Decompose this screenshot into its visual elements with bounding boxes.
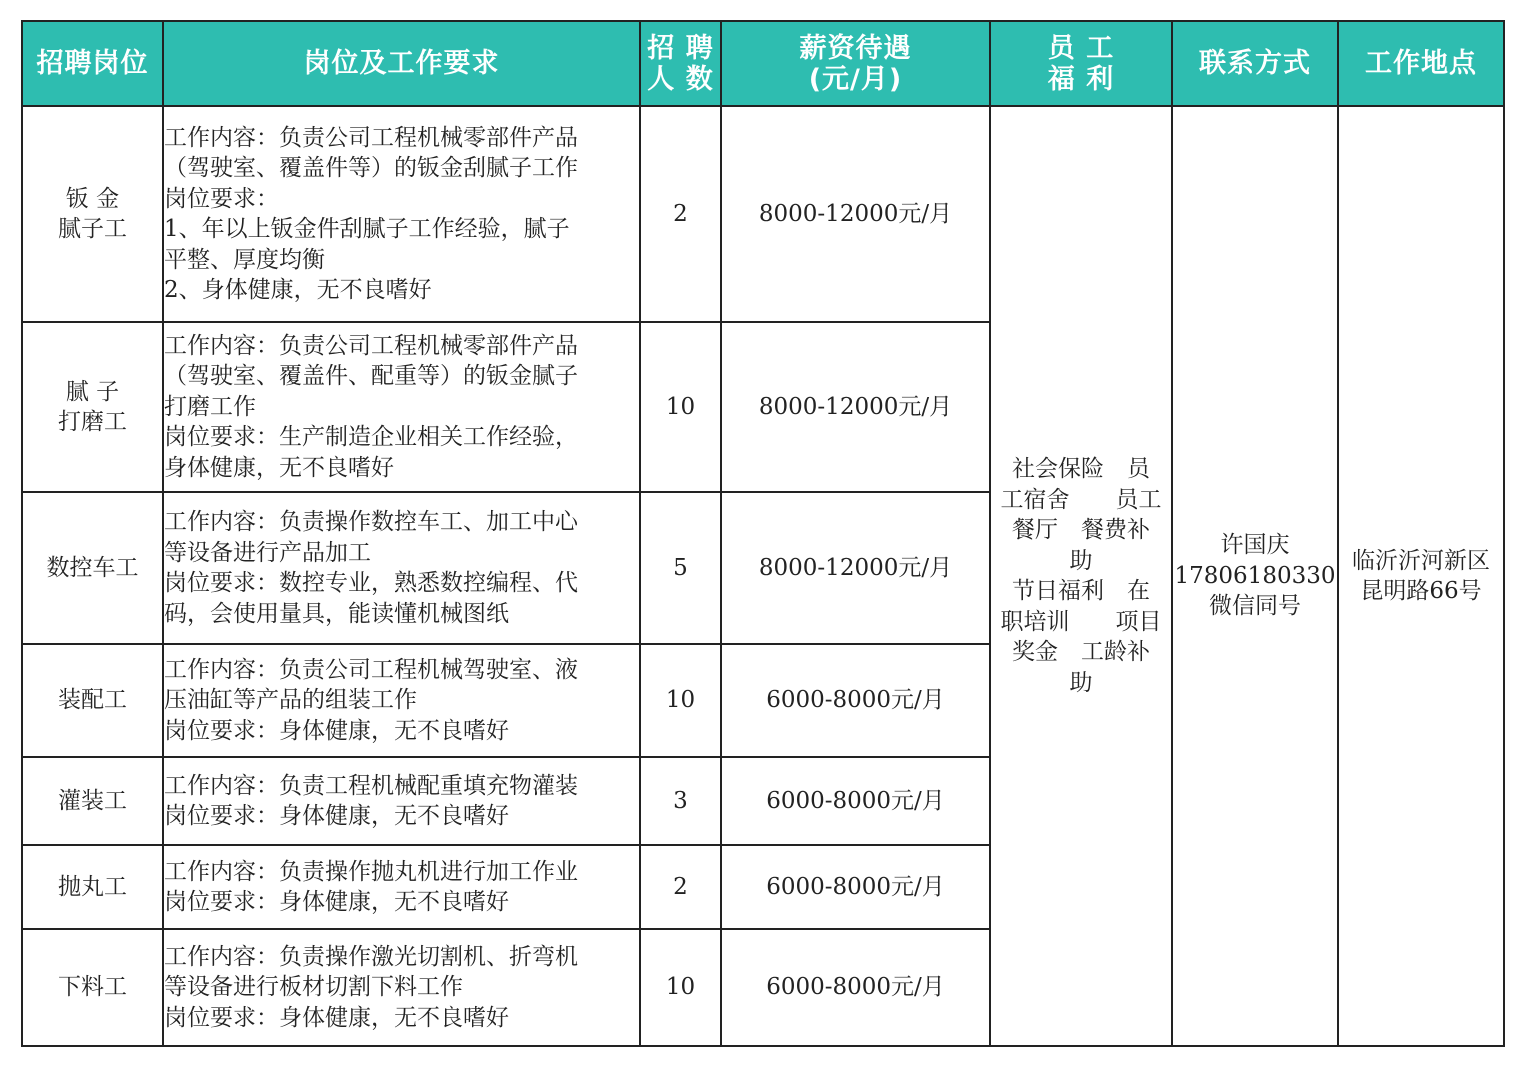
- requirement-line: 岗位要求：数控专业，熟悉数控编程、代: [164, 570, 578, 596]
- position-cell: [22, 322, 163, 492]
- header-welfare-line1: 员 工: [1047, 32, 1115, 64]
- requirement-line: 等设备进行板材切割下料工作: [164, 974, 463, 1001]
- salary-cell: 6000-8000元/月: [721, 929, 990, 1046]
- requirements-cell: [163, 644, 640, 757]
- position-name: 数控车工: [46, 554, 139, 581]
- requirements-cell: [163, 492, 640, 644]
- requirement-line: （驾驶室、覆盖件等）的钣金刮腻子工作: [164, 155, 578, 181]
- position-name: 打磨工: [58, 409, 127, 435]
- location-line: 昆明路66号: [1360, 578, 1482, 604]
- requirement-line: 身体健康，无不良嗜好: [164, 454, 394, 481]
- requirement-line: 工作内容：负责操作数控车工、加工中心: [164, 509, 578, 535]
- location-line: 临沂沂河新区: [1352, 547, 1490, 574]
- requirements-cell: [163, 929, 640, 1046]
- requirement-line: 岗位要求：身体健康，无不良嗜好: [164, 1004, 509, 1031]
- header-contact: 联系方式: [1172, 21, 1338, 106]
- header-location: 工作地点: [1338, 21, 1504, 106]
- position-name: 下料工: [58, 974, 127, 1001]
- requirement-line: 岗位要求：: [164, 185, 279, 212]
- requirement-line: 岗位要求：身体健康，无不良嗜好: [164, 889, 509, 915]
- position-cell: [22, 106, 163, 322]
- requirement-line: 岗位要求：生产制造企业相关工作经验，: [164, 424, 578, 451]
- requirement-line: 工作内容：负责公司工程机械零部件产品: [164, 124, 578, 151]
- requirement-line: 1、年以上钣金件刮腻子工作经验，腻子: [164, 216, 570, 242]
- requirement-line: 平整、厚度均衡: [164, 246, 325, 273]
- header-count-line1: 招 聘: [647, 32, 714, 64]
- position-cell: [22, 929, 163, 1046]
- salary-cell: 6000-8000元/月: [721, 757, 990, 845]
- requirement-line: 工作内容：负责操作抛丸机进行加工作业: [164, 858, 578, 885]
- position-cell: [22, 757, 163, 845]
- recruitment-table: [21, 20, 1505, 1047]
- requirement-line: 岗位要求：身体健康，无不良嗜好: [164, 803, 509, 829]
- requirement-line: （驾驶室、覆盖件、配重等）的钣金腻子: [164, 363, 578, 390]
- contact-line: 微信同号: [1209, 593, 1301, 620]
- requirements-cell: [163, 106, 640, 322]
- requirements-cell: [163, 845, 640, 929]
- requirement-line: 岗位要求：身体健康，无不良嗜好: [164, 717, 509, 744]
- position-cell: [22, 845, 163, 929]
- position-name: 灌装工: [58, 787, 127, 814]
- headcount-cell: 10: [640, 644, 721, 757]
- contact-line: 17806180330: [1174, 562, 1336, 589]
- welfare-line: 餐厅 餐费补: [1012, 517, 1150, 543]
- header-salary-line1: 薪资待遇: [799, 32, 912, 64]
- requirement-line: 工作内容：负责工程机械配重填充物灌装: [164, 772, 578, 799]
- welfare-line: 职培训 项目: [1000, 608, 1162, 635]
- salary-cell: 8000-12000元/月: [721, 106, 990, 322]
- table-body: [22, 106, 1504, 1046]
- welfare-line: 社会保险 员: [1012, 456, 1150, 482]
- headcount-cell: 5: [640, 492, 721, 644]
- table-header-row: [22, 21, 1504, 106]
- header-count: [640, 21, 721, 106]
- salary-cell: 8000-12000元/月: [721, 492, 990, 644]
- location-cell: [1338, 106, 1504, 1046]
- requirement-line: 打磨工作: [164, 393, 256, 420]
- position-cell: [22, 492, 163, 644]
- position-name: 腻子工: [58, 216, 127, 242]
- requirement-line: 等设备进行产品加工: [164, 539, 371, 566]
- header-welfare: [990, 21, 1172, 106]
- welfare-line: 助: [1069, 547, 1093, 574]
- table-row: [22, 106, 1504, 322]
- salary-cell: 6000-8000元/月: [721, 845, 990, 929]
- requirement-line: 压油缸等产品的组装工作: [164, 687, 417, 714]
- welfare-line: 助: [1069, 669, 1093, 696]
- header-requirements: 岗位及工作要求: [163, 21, 640, 106]
- header-salary: [721, 21, 990, 106]
- position-name: 钣 金: [65, 185, 120, 212]
- welfare-line: 节日福利 在: [1012, 578, 1150, 604]
- position-name: 装配工: [58, 687, 127, 714]
- contact-cell: [1172, 106, 1338, 1046]
- header-welfare-line2: 福 利: [1047, 63, 1115, 95]
- headcount-cell: 10: [640, 322, 721, 492]
- header-count-line2: 人 数: [647, 63, 714, 95]
- position-cell: [22, 644, 163, 757]
- contact-line: 许国庆: [1220, 532, 1290, 559]
- header-salary-line2: (元/月): [808, 63, 903, 95]
- requirement-line: 工作内容：负责公司工程机械驾驶室、液: [164, 656, 578, 683]
- position-name: 抛丸工: [58, 873, 127, 900]
- salary-cell: 6000-8000元/月: [721, 644, 990, 757]
- headcount-cell: 2: [640, 106, 721, 322]
- headcount-cell: 3: [640, 757, 721, 845]
- position-name: 腻 子: [65, 378, 120, 405]
- headcount-cell: 2: [640, 845, 721, 929]
- welfare-line: 工宿舍 员工: [1000, 486, 1162, 513]
- requirement-line: 2、身体健康，无不良嗜好: [164, 277, 432, 303]
- requirement-line: 工作内容：负责公司工程机械零部件产品: [164, 332, 578, 359]
- requirements-cell: [163, 757, 640, 845]
- requirements-cell: [163, 322, 640, 492]
- requirement-line: 工作内容：负责操作激光切割机、折弯机: [164, 943, 578, 970]
- welfare-cell: [990, 106, 1172, 1046]
- salary-cell: 8000-12000元/月: [721, 322, 990, 492]
- requirement-line: 码，会使用量具，能读懂机械图纸: [164, 600, 509, 627]
- welfare-line: 奖金 工龄补: [1012, 639, 1150, 665]
- header-position: 招聘岗位: [22, 21, 163, 106]
- headcount-cell: 10: [640, 929, 721, 1046]
